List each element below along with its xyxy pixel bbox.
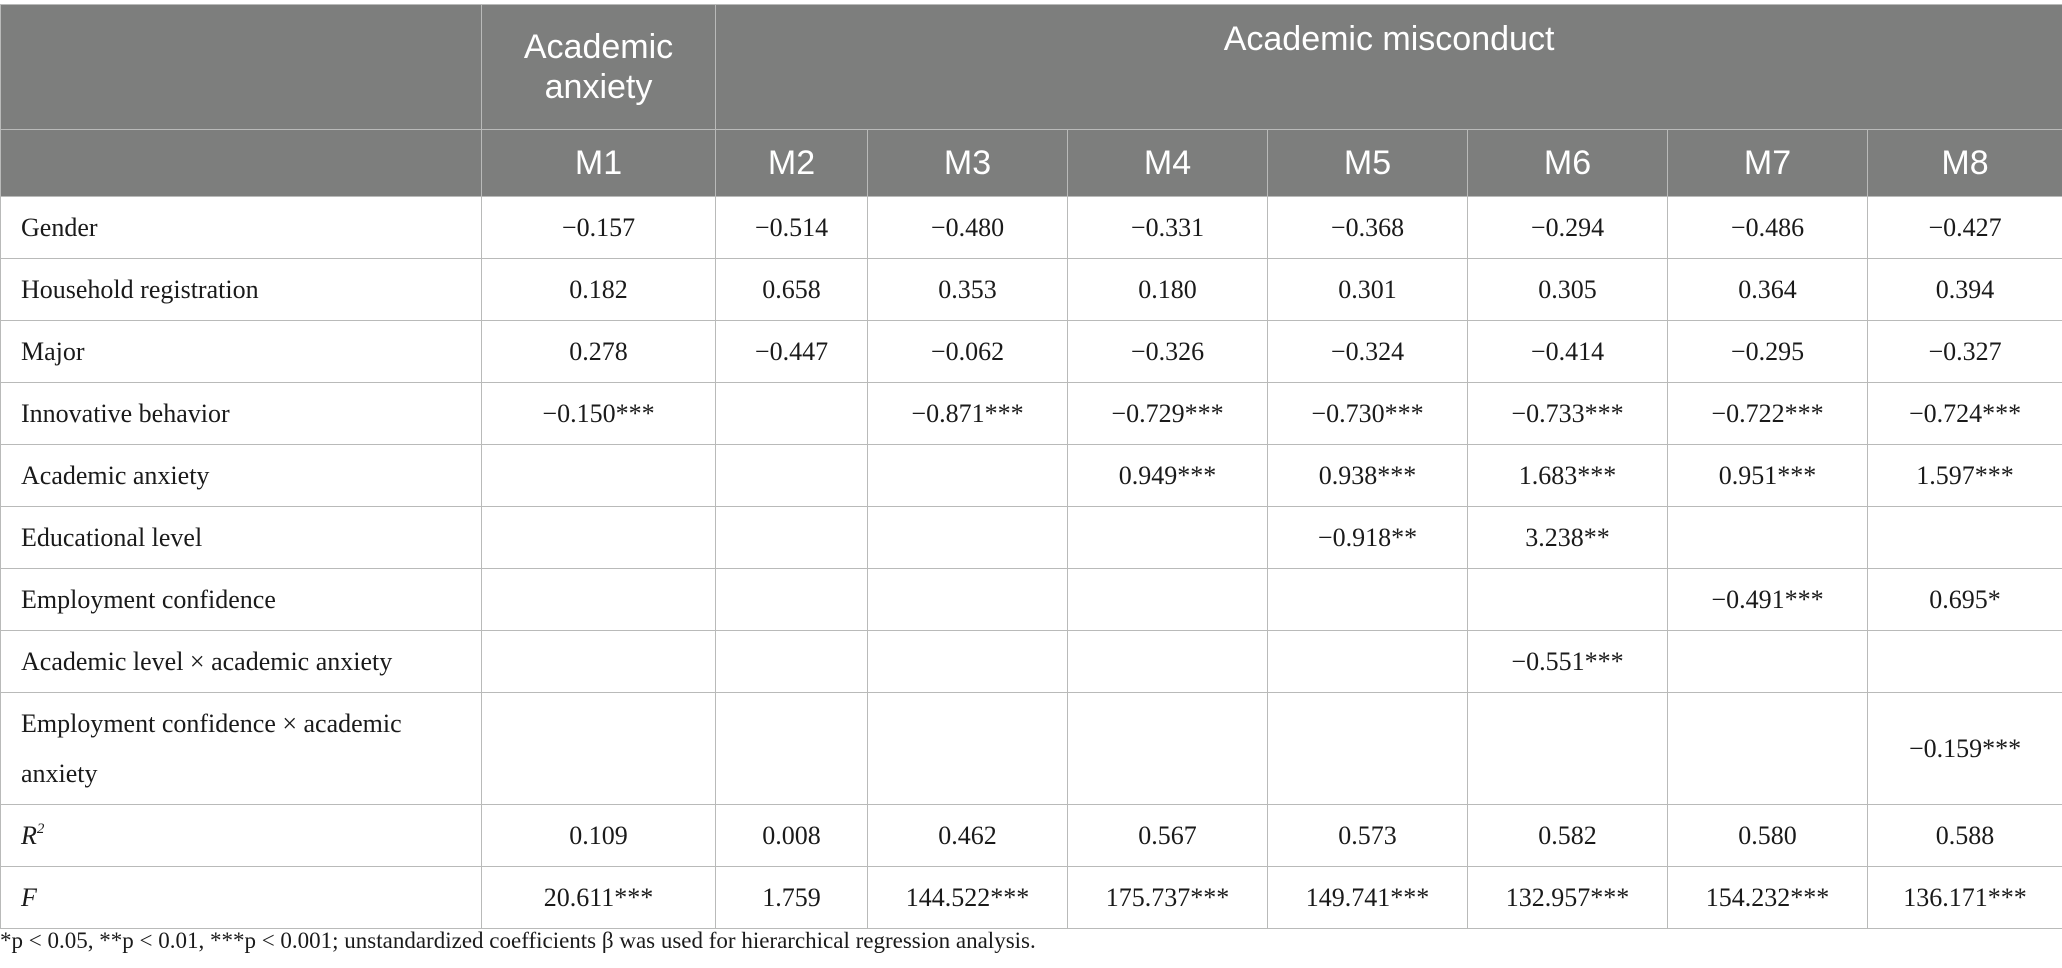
table-cell: [716, 383, 868, 445]
table-cell: [1068, 507, 1268, 569]
header-group-academic-misconduct: Academic misconduct: [716, 5, 2062, 130]
table-cell: 0.567: [1068, 805, 1268, 867]
table-cell: −0.062: [868, 321, 1068, 383]
table-cell: −0.427: [1868, 197, 2062, 259]
table-cell: 0.364: [1668, 259, 1868, 321]
table-cell: 1.759: [716, 867, 868, 929]
table-cell: −0.551***: [1468, 631, 1668, 693]
table-cell: 0.278: [482, 321, 716, 383]
table-cell: 144.522***: [868, 867, 1068, 929]
regression-table-container: [0, 4, 2062, 929]
table-cell: [1868, 507, 2062, 569]
table-row: [1, 259, 2062, 321]
table-cell: 3.238**: [1468, 507, 1668, 569]
row-label: Gender: [1, 197, 482, 259]
table-cell: [1068, 569, 1268, 631]
table-cell: 0.180: [1068, 259, 1268, 321]
table-cell: 0.008: [716, 805, 868, 867]
table-cell: [868, 507, 1068, 569]
table-cell: −0.729***: [1068, 383, 1268, 445]
table-cell: 0.588: [1868, 805, 2062, 867]
table-cell: [482, 569, 716, 631]
table-cell: −0.447: [716, 321, 868, 383]
table-cell: [1268, 693, 1468, 805]
table-cell: 1.683***: [1468, 445, 1668, 507]
table-cell: [482, 693, 716, 805]
table-cell: −0.324: [1268, 321, 1468, 383]
table-cell: [1468, 569, 1668, 631]
table-cell: [482, 445, 716, 507]
header-group-academic-anxiety: Academic anxiety: [482, 5, 716, 130]
table-cell: 154.232***: [1668, 867, 1868, 929]
table-cell: −0.486: [1668, 197, 1868, 259]
row-label: Educational level: [1, 507, 482, 569]
table-cell: [716, 445, 868, 507]
table-cell: [1468, 693, 1668, 805]
table-cell: 1.597***: [1868, 445, 2062, 507]
table-cell: −0.327: [1868, 321, 2062, 383]
table-cell: [482, 631, 716, 693]
header-model: M7: [1668, 130, 1868, 197]
table-cell: −0.730***: [1268, 383, 1468, 445]
stat-label-superscript: 2: [36, 820, 45, 837]
table-cell: 0.109: [482, 805, 716, 867]
row-label: Academic level × academic anxiety: [1, 631, 482, 693]
stats-row-r-squared: [1, 805, 2062, 867]
table-cell: −0.724***: [1868, 383, 2062, 445]
table-cell: [716, 631, 868, 693]
table-cell: −0.491***: [1668, 569, 1868, 631]
stats-row-f: [1, 867, 2062, 929]
table-row: [1, 631, 2062, 693]
table-cell: [868, 445, 1068, 507]
table-cell: 20.611***: [482, 867, 716, 929]
header-model: M4: [1068, 130, 1268, 197]
header-model: M6: [1468, 130, 1668, 197]
row-label: Employment confidence: [1, 569, 482, 631]
row-label: Employment confidence × academic anxiety: [1, 693, 482, 805]
table-cell: 0.580: [1668, 805, 1868, 867]
table-cell: [482, 507, 716, 569]
table-cell: −0.733***: [1468, 383, 1668, 445]
table-cell: 0.695*: [1868, 569, 2062, 631]
table-row: [1, 445, 2062, 507]
table-cell: [868, 693, 1068, 805]
header-model: M2: [716, 130, 868, 197]
table-cell: −0.722***: [1668, 383, 1868, 445]
table-cell: 0.305: [1468, 259, 1668, 321]
header-row-models: [1, 130, 2062, 197]
table-cell: −0.514: [716, 197, 868, 259]
table-row: [1, 693, 2062, 805]
table-row: [1, 321, 2062, 383]
table-cell: [1868, 631, 2062, 693]
table-cell: [1668, 631, 1868, 693]
table-cell: 175.737***: [1068, 867, 1268, 929]
header-row-groups: [1, 5, 2062, 130]
table-cell: [1668, 507, 1868, 569]
table-cell: 0.938***: [1268, 445, 1468, 507]
row-label-r-squared: [1, 805, 482, 867]
header-model: M3: [868, 130, 1068, 197]
table-cell: [868, 569, 1068, 631]
row-label-f: [1, 867, 482, 929]
table-row: [1, 383, 2062, 445]
table-cell: [716, 693, 868, 805]
table-footnote: *p < 0.05, **p < 0.01, ***p < 0.001; unstandardized coefficients β was used for hierarchical regression analysis.: [0, 928, 1036, 953]
table-cell: −0.295: [1668, 321, 1868, 383]
row-label: Academic anxiety: [1, 445, 482, 507]
table-cell: −0.159***: [1868, 693, 2062, 805]
table-cell: 0.301: [1268, 259, 1468, 321]
table-cell: [716, 569, 868, 631]
table-cell: −0.331: [1068, 197, 1268, 259]
table-cell: −0.918**: [1268, 507, 1468, 569]
table-cell: 0.658: [716, 259, 868, 321]
table-cell: [1268, 631, 1468, 693]
table-cell: [1068, 631, 1268, 693]
header-model: M8: [1868, 130, 2062, 197]
table-cell: 136.171***: [1868, 867, 2062, 929]
header-model: M1: [482, 130, 716, 197]
table-cell: −0.368: [1268, 197, 1468, 259]
table-cell: 0.582: [1468, 805, 1668, 867]
table-cell: −0.480: [868, 197, 1068, 259]
table-cell: −0.326: [1068, 321, 1268, 383]
table-row: [1, 197, 2062, 259]
table-cell: −0.414: [1468, 321, 1668, 383]
row-label: Innovative behavior: [1, 383, 482, 445]
row-label: Major: [1, 321, 482, 383]
table-cell: 0.949***: [1068, 445, 1268, 507]
table-cell: −0.294: [1468, 197, 1668, 259]
header-corner-cell: [1, 130, 482, 197]
table-cell: −0.871***: [868, 383, 1068, 445]
table-cell: 0.182: [482, 259, 716, 321]
header-model: M5: [1268, 130, 1468, 197]
table-row: [1, 569, 2062, 631]
table-cell: [1668, 693, 1868, 805]
table-cell: [716, 507, 868, 569]
table-cell: [1068, 693, 1268, 805]
table-cell: [868, 631, 1068, 693]
table-cell: 132.957***: [1468, 867, 1668, 929]
table-cell: −0.157: [482, 197, 716, 259]
row-label: Household registration: [1, 259, 482, 321]
table-cell: 0.951***: [1668, 445, 1868, 507]
table-cell: 0.394: [1868, 259, 2062, 321]
stat-label-base: R: [21, 820, 37, 850]
stat-label-base: F: [21, 882, 37, 912]
table-cell: −0.150***: [482, 383, 716, 445]
regression-table: [0, 4, 2062, 929]
table-cell: 0.573: [1268, 805, 1468, 867]
table-cell: 149.741***: [1268, 867, 1468, 929]
table-cell: [1268, 569, 1468, 631]
table-cell: 0.462: [868, 805, 1068, 867]
table-row: [1, 507, 2062, 569]
header-corner-cell: [1, 5, 482, 130]
table-cell: 0.353: [868, 259, 1068, 321]
